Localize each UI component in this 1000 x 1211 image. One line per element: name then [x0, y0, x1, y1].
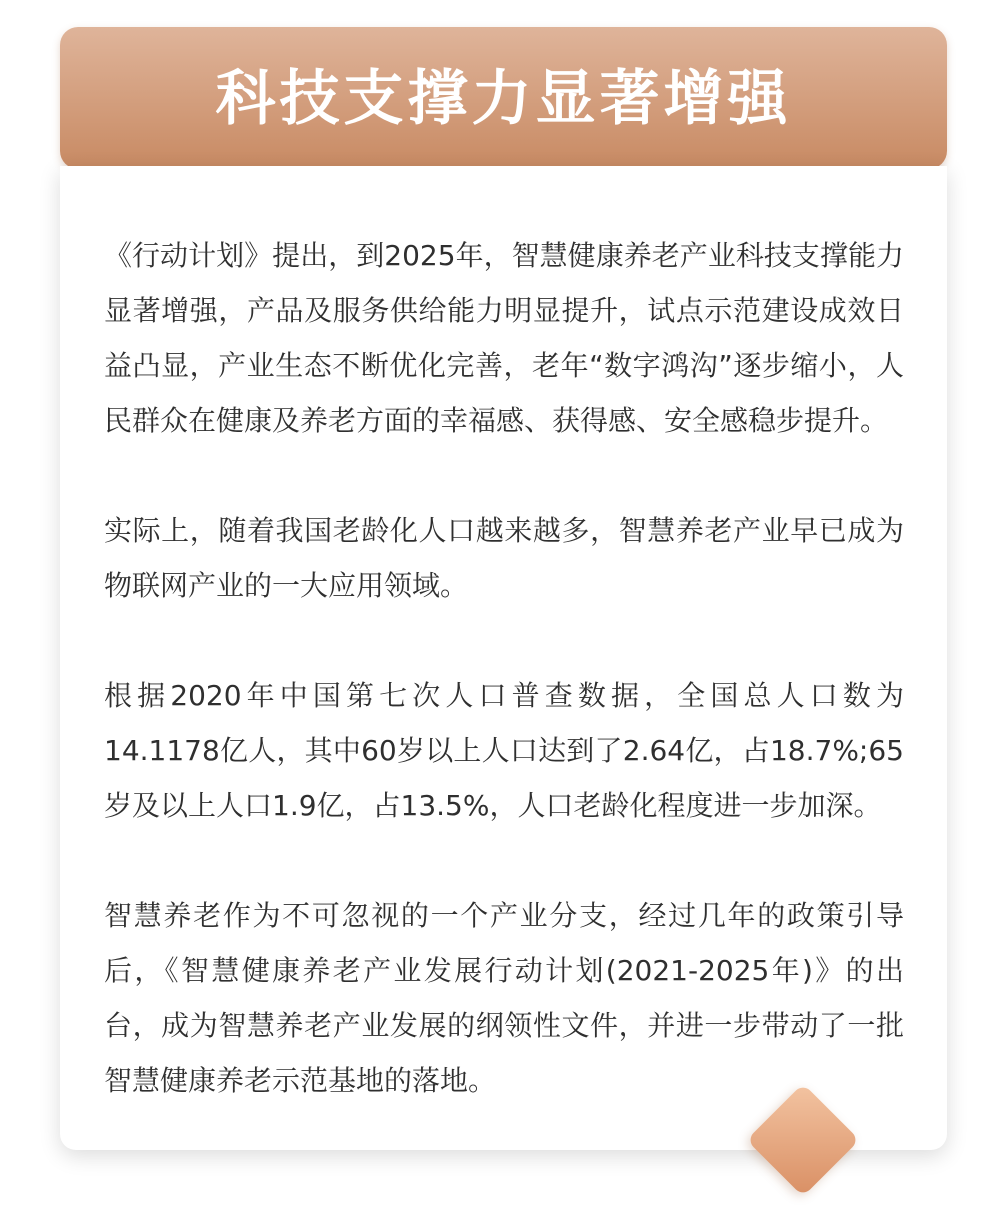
paragraph-census-data: 根据2020年中国第七次人口普查数据，全国总人口数为14.1178亿人，其中60岁以上人口达到了2.64亿，占18.7%;65岁及以上人口1.9亿，占13.5%，人口老龄化程度进一步加深。 [104, 679, 904, 822]
header-banner [60, 27, 947, 169]
page-title: 科技支撑力显著增强 [215, 64, 792, 134]
paragraph-industry-policy: 智慧养老作为不可忽视的一个产业分支，经过几年的政策引导后，《智慧健康养老产业发展行动计划(2021-2025年)》的出台，成为智慧养老产业发展的纲领性文件，并进一步带动了一批智慧健康养老示范基地的落地。 [104, 899, 904, 1097]
article-body [104, 228, 904, 1108]
content-card [60, 166, 947, 1150]
paragraph-action-plan: 《行动计划》提出，到2025年，智慧健康养老产业科技支撑能力显著增强，产品及服务供给能力明显提升，试点示范建设成效日益凸显，产业生态不断优化完善，老年“数字鸿沟”逐步缩小，人民群众在健康及养老方面的幸福感、获得感、安全感稳步提升。 [104, 239, 904, 437]
paragraph-aging-population: 实际上，随着我国老龄化人口越来越多，智慧养老产业早已成为物联网产业的一大应用领域。 [104, 514, 904, 602]
